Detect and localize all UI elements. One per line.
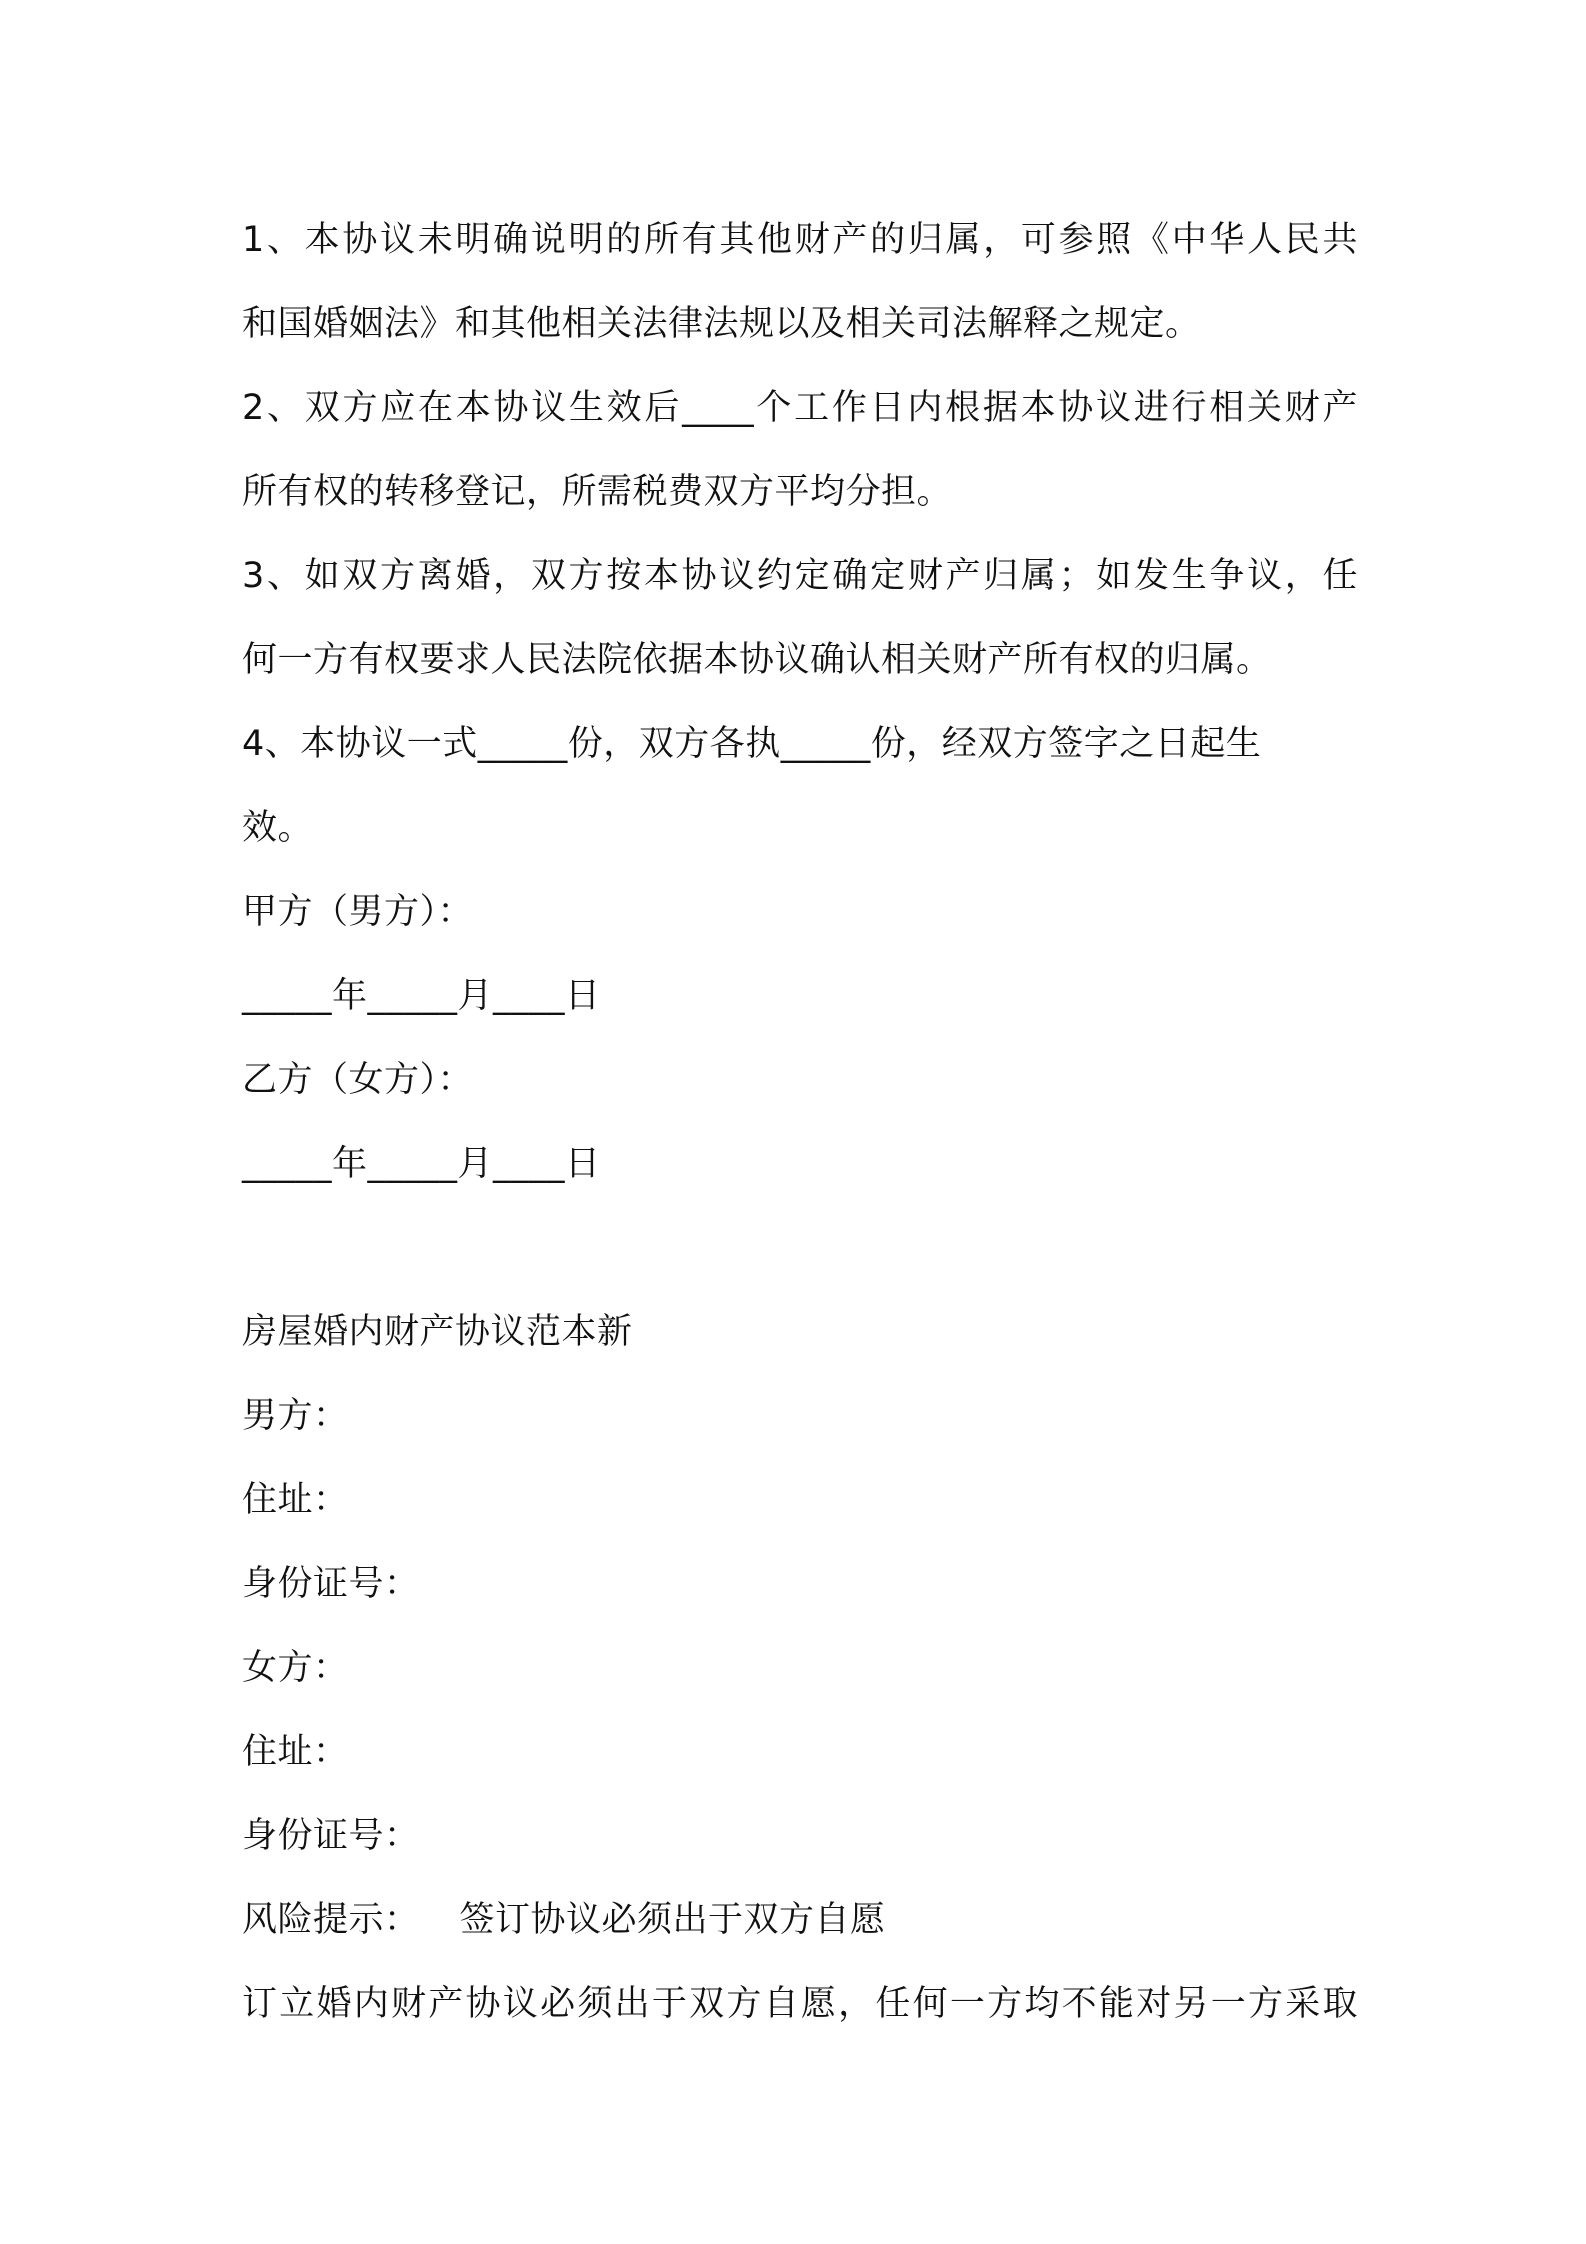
second-document-title: 房屋婚内财产协议范本新	[242, 1312, 633, 1352]
party-a-label: 甲方（男方）：	[242, 892, 474, 932]
section-spacer	[242, 1206, 1358, 1290]
clause-3-line-2: 何一方有权要求人民法院依据本协议确认相关财产所有权的归属。	[242, 640, 1272, 680]
male-id-label: 身份证号：	[242, 1564, 420, 1604]
document-body	[242, 198, 1358, 2046]
clause-4-line-1: 4、本协议一式_____份，双方各执_____份，经双方签字之日起生	[242, 724, 1262, 764]
clause-1-line-1: 1、本协议未明确说明的所有其他财产的归属，可参照《中华人民共	[242, 220, 1358, 260]
female-label: 女方：	[242, 1648, 349, 1688]
male-address-label: 住址：	[242, 1480, 349, 1520]
risk-notice-line	[242, 1878, 1358, 1962]
clause-2-line-1: 2、双方应在本协议生效后____个工作日内根据本协议进行相关财产	[242, 388, 1358, 428]
clause-1-line-2: 和国婚姻法》和其他相关法律法规以及相关司法解释之规定。	[242, 304, 1201, 344]
party-b-date: _____年_____月____日	[242, 1144, 601, 1184]
female-id-label: 身份证号：	[242, 1816, 420, 1856]
party-a-date: _____年_____月____日	[242, 976, 601, 1016]
clause-4-line-2: 效。	[242, 808, 314, 848]
final-paragraph-line: 订立婚内财产协议必须出于双方自愿，任何一方均不能对另一方采取	[242, 1984, 1358, 2024]
party-b-label: 乙方（女方）：	[242, 1060, 474, 1100]
female-address-label: 住址：	[242, 1732, 349, 1772]
clause-2-line-2: 所有权的转移登记，所需税费双方平均分担。	[242, 472, 953, 512]
male-label: 男方：	[242, 1396, 349, 1436]
risk-label: 风险提示：	[242, 1900, 420, 1940]
risk-text: 签订协议必须出于双方自愿	[459, 1900, 886, 1940]
clause-3-line-1: 3、如双方离婚，双方按本协议约定确定财产归属；如发生争议，任	[242, 556, 1358, 596]
